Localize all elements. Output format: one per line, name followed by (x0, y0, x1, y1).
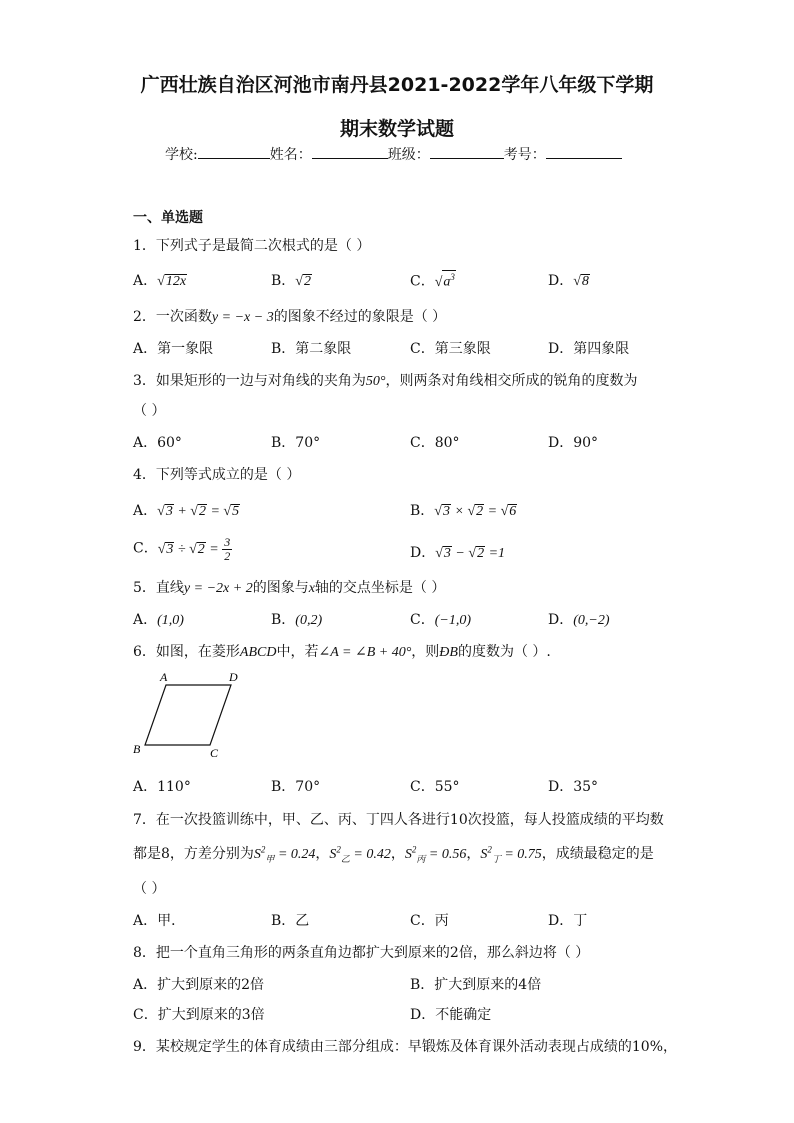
q7-stem-text-b: ，成绩最稳定的是 (541, 846, 654, 862)
q7-s-symbol-3: S (404, 847, 412, 862)
q7-s-symbol-4: S (480, 847, 488, 862)
q2-option-c[interactable]: C．第三象限 (410, 341, 491, 357)
q5-option-d-value: (0,−2) (573, 613, 610, 628)
q8-stem: 8．把一个直角三角形的两条直角边都扩大到原来的2倍，那么斜边将（ ） (133, 945, 590, 961)
q4-b-term1: 3 (442, 504, 450, 519)
q7-value-ding: = 0.75 (504, 847, 542, 862)
q3-stem-line1 (133, 370, 638, 390)
q2-stem-text-b: 的图象不经过的象限是（ ） (273, 309, 447, 325)
vertex-label-b: B (133, 742, 141, 756)
q4-option-b-label: B． (410, 503, 435, 519)
q1-option-c-value: a (443, 274, 451, 290)
exam-title-line1: 广西壮族自治区河池市南丹县2021-2022学年八年级下学期 (140, 74, 654, 96)
q5-stem-text-b: 的图象与 (252, 580, 309, 596)
q5-option-b-label: B． (271, 612, 296, 628)
q5-option-c[interactable] (410, 609, 471, 629)
q1-option-c[interactable]: C．$√a^3$ (410, 272, 455, 290)
q5-option-a-label: A． (133, 612, 158, 628)
q8-option-d[interactable]: D．不能确定 (410, 1007, 492, 1023)
q3-option-b[interactable]: B．70° (271, 435, 321, 451)
q2-stem (133, 306, 446, 326)
q7-sub-yi: 乙 (340, 853, 350, 864)
q5-option-c-label: C． (410, 612, 435, 628)
q5-option-b[interactable] (271, 609, 322, 629)
q3-stem-line2: （ ） (133, 403, 166, 419)
q1-option-c-label: C． (410, 273, 435, 290)
q2-option-b[interactable]: B．第二象限 (271, 341, 352, 357)
number-label: 考号： (503, 147, 546, 163)
q7-s-symbol-1: S (253, 847, 261, 862)
q4-c-denominator: 2 (224, 549, 231, 563)
q4-c-op: ÷ (177, 541, 186, 557)
q7-square-4: 2 (487, 844, 492, 855)
q7-stem-line1: 7．在一次投篮训练中，甲、乙、丙、丁四人各进行10次投篮，每人投篮成绩的平均数 (133, 812, 664, 828)
q7-sub-ding: 丁 (491, 853, 501, 864)
q1-option-c-exponent: 3 (450, 272, 455, 282)
q4-a-term2: 2 (198, 504, 206, 519)
q6-option-a[interactable]: A．110° (133, 779, 191, 795)
q6-option-c[interactable]: C．55° (410, 779, 460, 795)
q4-option-a-label: A． (133, 503, 158, 519)
q4-option-c[interactable]: C．√3 ÷ √2 = $\frac{3}{2}$ (133, 535, 231, 563)
q1-option-d-value: 8 (581, 274, 589, 289)
q5-stem-text-a: 5．直线 (133, 580, 184, 596)
q6-option-d[interactable]: D．35° (548, 779, 599, 795)
rhombus-shape (145, 685, 231, 745)
q8-option-c[interactable]: C．扩大到原来的3倍 (133, 1007, 265, 1023)
q4-b-eq: = (487, 504, 498, 519)
section-title: 一、单选题 (133, 210, 203, 226)
q7-stem-text-a: 都是8，方差分别为 (133, 846, 254, 862)
q7-option-a[interactable]: A．甲． (133, 913, 186, 929)
q4-option-d-label: D． (410, 545, 436, 561)
class-label: 班级： (387, 147, 430, 163)
q7-value-bing: = 0.56 (428, 847, 467, 862)
q4-option-a[interactable]: A．√3 + √2 = √5 (133, 503, 240, 519)
q3-option-c[interactable]: C．80° (410, 435, 460, 451)
class-blank[interactable] (430, 144, 504, 159)
q3-option-d[interactable]: D．90° (548, 435, 599, 451)
q5-option-c-value: (−1,0) (434, 613, 471, 628)
q4-c-fraction (222, 536, 232, 563)
q6-shape-name: ABCD (239, 645, 277, 660)
q4-stem: 4．下列等式成立的是（ ） (133, 467, 301, 483)
q4-a-op: + (177, 504, 187, 519)
q5-stem-text-c: 轴的交点坐标是（ ） (314, 580, 446, 596)
q6-stem (133, 641, 551, 661)
q5-option-a-value: (1,0) (157, 613, 184, 628)
q4-option-b[interactable]: B．√3 × √2 = √6 (410, 503, 517, 519)
q7-value-yi: = 0.42 (353, 847, 391, 862)
q1-option-a-value: 12x (165, 274, 187, 289)
q2-stem-text-a: 2．一次函数 (133, 309, 212, 325)
q6-angle-symbol: ÐB (439, 645, 458, 660)
q4-c-eq: = (209, 541, 219, 557)
student-info-line (165, 144, 622, 164)
rhombus-figure (130, 668, 245, 763)
q7-stem-line2: 都是8，方差分别为$S^2_甲 = 0.24$，$S^2_乙 = 0.42$，$S^2_丙 = 0.56$，$S^2_丁 = 0.75$，成绩最稳定的是 (133, 844, 654, 864)
q4-b-term2: 2 (476, 504, 484, 519)
q8-option-b[interactable]: B．扩大到原来的4倍 (410, 977, 542, 993)
q1-option-b[interactable]: B．√2 (271, 273, 311, 289)
q7-sub-jia: 甲 (265, 853, 275, 864)
name-blank[interactable] (312, 144, 388, 159)
exam-title-line2: 期末数学试题 (339, 118, 454, 140)
q5-expression: y = −2x + 2 (183, 581, 253, 596)
q4-a-term1: 3 (165, 504, 173, 519)
q8-option-a[interactable]: A．扩大到原来的2倍 (133, 977, 265, 993)
name-label: 姓名： (269, 147, 312, 163)
q4-b-op: × (454, 504, 464, 519)
q3-stem-text-b: ，则两条对角线相交所成的锐角的度数为 (385, 373, 638, 389)
q7-square-2: 2 (336, 844, 341, 855)
q1-option-b-value: 2 (303, 274, 311, 289)
q2-option-d[interactable]: D．第四象限 (548, 341, 630, 357)
q1-option-b-label: B． (271, 273, 296, 289)
q4-option-c-label: C． (133, 540, 158, 557)
q5-option-a[interactable] (133, 609, 184, 629)
q7-option-c[interactable]: C．丙 (410, 913, 449, 929)
q7-square-1: 2 (260, 844, 266, 855)
q1-stem: 1．下列式子是最简二次根式的是（ ） (133, 238, 371, 254)
q6-stem-text-c: ，则 (411, 644, 440, 660)
vertex-label-a: A (160, 670, 168, 684)
q6-expression: ∠A = ∠B + 40° (318, 645, 412, 660)
q7-option-d[interactable]: D．丁 (548, 913, 588, 929)
school-blank[interactable] (198, 144, 270, 159)
q5-stem (133, 577, 445, 597)
q5-option-b-value: (0,2) (295, 613, 323, 628)
q6-stem-text-a: 6．如图，在菱形 (133, 644, 240, 660)
q6-option-b[interactable]: B．70° (271, 779, 321, 795)
q1-option-d[interactable]: D．√8 (548, 273, 589, 289)
q4-d-op: − (455, 546, 465, 561)
q7-square-3: 2 (411, 844, 417, 855)
q6-stem-text-d: 的度数为（ ）. (457, 644, 551, 660)
q2-option-a[interactable]: A．第一象限 (133, 341, 214, 357)
q5-option-d-label: D． (548, 612, 574, 628)
q3-stem-text-a: 3．如果矩形的一边与对角线的夹角为 (133, 373, 366, 389)
number-blank[interactable] (546, 144, 622, 159)
q4-a-result: 5 (232, 504, 240, 519)
q1-option-a-label: A． (133, 273, 158, 289)
q7-s-symbol-2: S (329, 847, 337, 862)
q4-c-term2: 2 (197, 541, 205, 557)
q6-stem-text-b: 中，若 (276, 644, 319, 660)
q7-sub-bing: 丙 (416, 853, 426, 864)
q4-b-result: 6 (509, 504, 517, 519)
q4-d-term2: 2 (477, 546, 485, 561)
school-label: 学校: (165, 147, 198, 163)
q4-a-eq: = (210, 504, 220, 519)
vertex-label-c: C (210, 746, 219, 760)
q2-expression: y = −x − 3 (211, 310, 274, 325)
q9-stem: 9．某校规定学生的体育成绩由三部分组成：早锻炼及体育课外活动表现占成绩的10%， (133, 1039, 678, 1055)
q7-stem-line3: （ ） (133, 881, 166, 897)
q3-option-a[interactable]: A．60° (133, 435, 182, 451)
vertex-label-d: D (229, 670, 238, 684)
q7-value-jia: = 0.24 (277, 847, 316, 862)
q4-c-term1: 3 (166, 541, 174, 557)
q4-c-numerator: 3 (224, 535, 231, 549)
q5-x-symbol: x (308, 581, 315, 596)
q5-option-d[interactable] (548, 609, 610, 629)
q1-option-a[interactable]: A．√12x (133, 273, 187, 289)
q4-d-result: =1 (488, 546, 506, 561)
q4-d-term1: 3 (443, 546, 451, 561)
q4-option-d[interactable]: D．√3 − √2 =1 (410, 545, 506, 561)
q3-angle: 50° (365, 374, 386, 389)
q7-option-b[interactable]: B．乙 (271, 913, 310, 929)
q1-option-d-label: D． (548, 273, 574, 289)
